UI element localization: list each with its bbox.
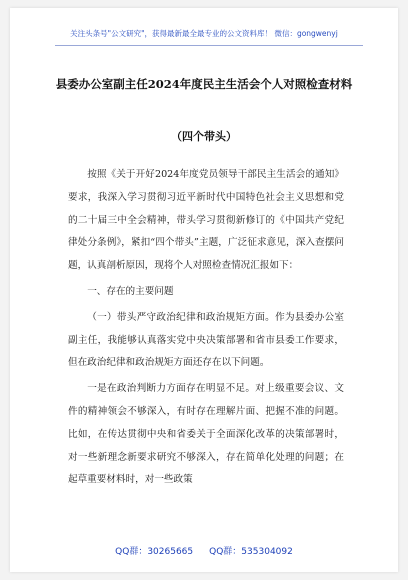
document-title: 县委办公室副主任2024年度民主生活会个人对照检查材料: [55, 77, 353, 91]
qq-group-2: QQ群：535304092: [209, 547, 293, 557]
document-page: [10, 8, 398, 572]
qq-group-1: QQ群：30265665: [115, 547, 194, 557]
body-paragraph: 按照《关于开好2024年度党员领导干部民主生活会的通知》要求，我深入学习贯彻习近平新时代中国特色社会主义思想和党的二十届三中全会精神，带头学习贯彻新修订的《中国共产党纪律处分条例》，紧扣“四个带头”主题，广泛征求意见，深入查摆问题，认真剖析原因，现将个人对照检查情况汇报如下：: [68, 169, 344, 272]
document-body: [68, 164, 344, 492]
banner-divider: [55, 45, 363, 46]
qq-group-footer: [10, 544, 398, 557]
body-paragraph: 一是在政治判断力方面存在明显不足。对上级重要会议、文件的精神领会不够深入，有时存在理解片面、把握不准的问题。比如，在传达贯彻中央和省委关于全面深化改革的决策部署时，对一些新理念新要求研究不够深入，存在简单化处理的问题；在起草重要材料时，对一些政策: [68, 383, 344, 486]
promo-banner: 关注头条号"公文研究"，获得最新最全最专业的公文资料库！ 微信：gongwenyj: [70, 29, 338, 38]
body-paragraph: （一）带头严守政治纪律和政治规矩方面。作为县委办公室副主任，我能够认真落实党中央决策部署和省市县委工作要求，但在政治纪律和政治规矩方面还存在以下问题。: [68, 311, 344, 369]
document-subtitle: （四个带头）: [171, 130, 237, 143]
section-heading: 一、存在的主要问题: [87, 285, 174, 297]
